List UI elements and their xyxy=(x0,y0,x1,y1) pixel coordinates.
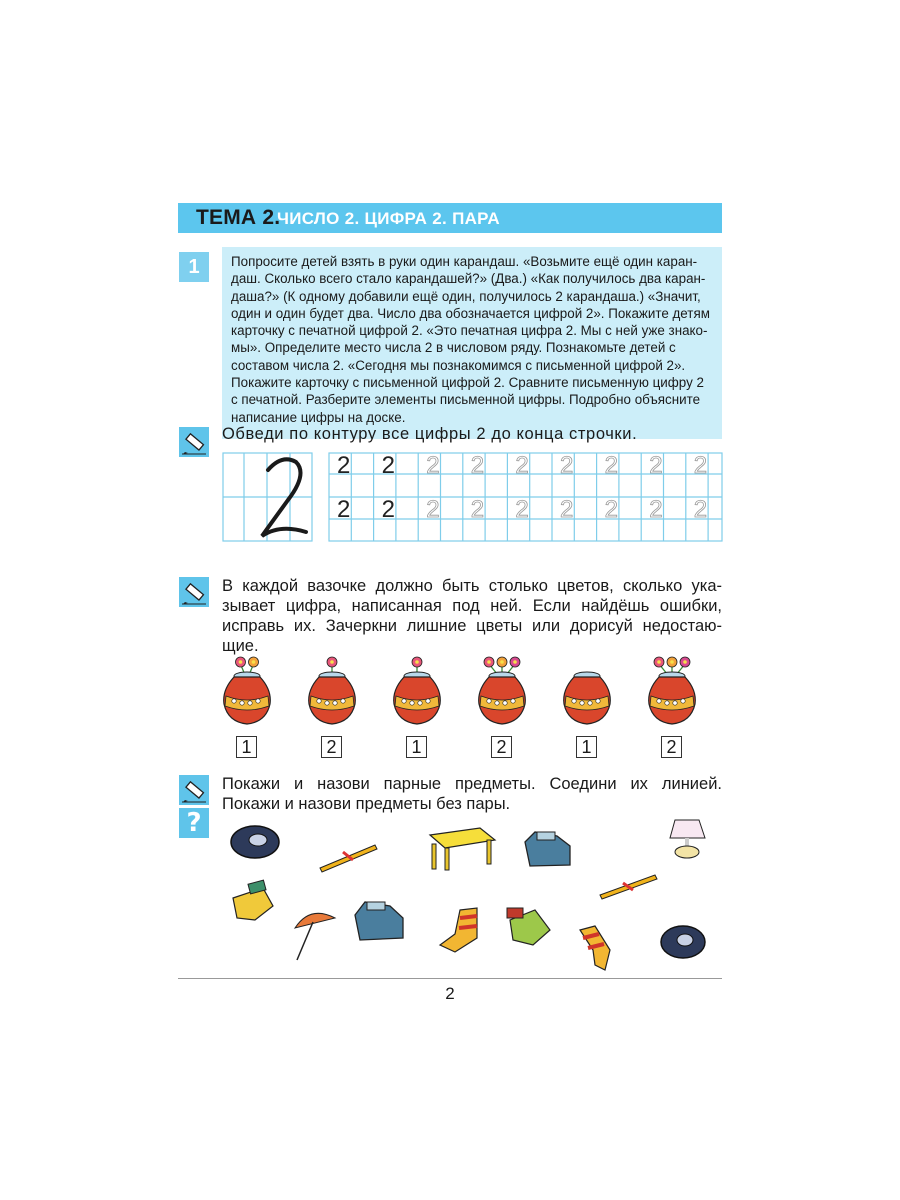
items-illustration xyxy=(215,810,725,975)
teacher-instructions-text xyxy=(231,253,717,426)
text-line: щие. xyxy=(222,637,259,655)
ski-icon xyxy=(600,875,657,899)
text-line: зывает цифра, написанная под ней. Если найдёшь ошибки, xyxy=(222,597,722,615)
task-number-badge: 1 xyxy=(179,252,209,282)
boot-icon xyxy=(355,902,403,940)
vase-card xyxy=(382,652,452,762)
big-digit-two xyxy=(262,459,306,536)
trace-digit: 2 xyxy=(604,496,618,523)
table-icon xyxy=(430,828,495,870)
trace-digit: 2 xyxy=(560,496,574,523)
sock-icon xyxy=(440,908,477,952)
lamp-icon xyxy=(670,820,705,858)
boot-icon xyxy=(525,832,570,866)
vase-icon xyxy=(637,652,707,732)
vase-number: 2 xyxy=(321,736,342,758)
vase-icon xyxy=(467,652,537,732)
trace-digit: 2 xyxy=(649,452,663,479)
pencil-icon xyxy=(179,775,209,805)
trace-digit: 2 xyxy=(693,452,708,479)
vase-card xyxy=(212,652,282,762)
trace-digit: 2 xyxy=(515,496,529,523)
topic-label: ТЕМА 2. xyxy=(196,206,281,229)
text-line: составом числа 2. «Сегодня мы познакомимся с письменной цифрой 2». xyxy=(231,357,686,373)
tire-icon xyxy=(231,826,279,858)
vase-row xyxy=(212,652,722,762)
vase-card xyxy=(552,652,622,762)
task3-instruction xyxy=(222,576,722,656)
trace-digit: 2 xyxy=(604,452,618,479)
pencil-icon xyxy=(179,427,209,457)
text-line: один и один будет два. Число два обозначается цифрой 2». Покажите детям xyxy=(231,305,710,321)
page-number: 2 xyxy=(445,984,455,1003)
vase-number: 1 xyxy=(236,736,257,758)
mitten-icon xyxy=(233,880,273,920)
sample-digit: 2 xyxy=(381,452,395,479)
trace-digit: 2 xyxy=(693,496,708,523)
topic-title: ЧИСЛО 2. ЦИФРА 2. ПАРА xyxy=(277,209,500,228)
vase-icon xyxy=(552,652,622,732)
text-line: даша?» (К одному добавили ещё один, получилось 2 карандаша.) «Значит, xyxy=(231,288,701,304)
trace-digit: 2 xyxy=(426,496,440,523)
text-line: написание цифры на доске. xyxy=(231,409,406,425)
sample-digit: 2 xyxy=(337,496,351,523)
text-line: В каждой вазочке должно быть столько цветов, сколько ука- xyxy=(222,577,722,595)
vase-number: 2 xyxy=(661,736,682,758)
tire-icon xyxy=(661,926,705,958)
trace-digit: 2 xyxy=(515,452,529,479)
trace-digit: 2 xyxy=(560,452,574,479)
footer-divider xyxy=(178,978,722,979)
handwriting-grid xyxy=(222,452,724,544)
vase-number: 1 xyxy=(576,736,597,758)
text-line: даш. Сколько всего стало карандашей?» (Два.) «Как получилось два каран- xyxy=(231,271,706,287)
text-line: карточку с печатной цифрой 2. «Это печатная цифра 2. Мы с ней уже знако- xyxy=(231,323,708,339)
vase-card xyxy=(467,652,537,762)
vase-number: 2 xyxy=(491,736,512,758)
vase-card xyxy=(297,652,367,762)
text-line: Покажи и назови парные предметы. Соедини их линией. xyxy=(222,775,722,793)
trace-digit: 2 xyxy=(470,452,485,479)
vase-icon xyxy=(382,652,452,732)
vase-number: 1 xyxy=(406,736,427,758)
trace-digit: 2 xyxy=(470,496,485,523)
text-line: исправь их. Зачеркни лишние цветы или дорисуй недостаю- xyxy=(222,617,722,635)
vase-icon xyxy=(297,652,367,732)
trace-digit: 2 xyxy=(649,496,663,523)
task4-instruction xyxy=(222,774,722,814)
task2-instruction: Обведи по контуру все цифры 2 до конца строчки. xyxy=(222,425,638,443)
text-line: мы». Определите место числа 2 в числовом ряду. Познакомьте детей с xyxy=(231,340,676,356)
vase-card xyxy=(637,652,707,762)
question-icon: ? xyxy=(179,808,209,838)
text-line: Покажите карточку с письменной цифрой 2. Сравните письменную цифру 2 xyxy=(231,375,704,391)
pencil-icon xyxy=(179,577,209,607)
umbrella-icon xyxy=(295,913,335,960)
vase-icon xyxy=(212,652,282,732)
trace-digit: 2 xyxy=(426,452,440,479)
ski-icon xyxy=(320,845,377,872)
sample-digit: 2 xyxy=(337,452,351,479)
text-line: Покажи и назови предметы без пары. xyxy=(222,795,511,813)
text-line: Попросите детей взять в руки один карандаш. «Возьмите ещё один каран- xyxy=(231,254,698,269)
mitten-icon xyxy=(507,908,550,945)
text-line: с печатной. Разберите элементы письменной цифры. Подробно объясните xyxy=(231,392,701,408)
sample-digit: 2 xyxy=(381,496,395,523)
sock-icon xyxy=(580,926,610,970)
